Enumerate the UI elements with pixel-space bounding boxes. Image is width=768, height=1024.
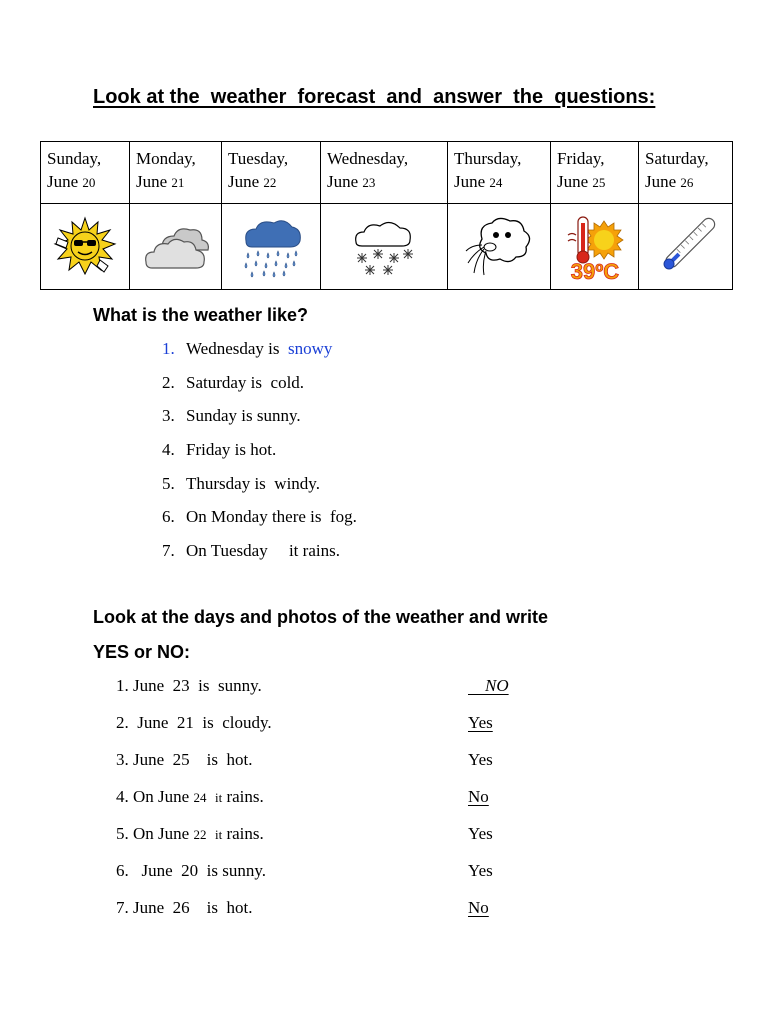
date: 24 [489,175,503,190]
windy-icon [464,215,534,279]
list-item [162,474,357,508]
date: 22 [263,175,277,190]
item-it: it [214,827,223,842]
item-number: 3. [162,406,175,426]
item-text: Wednesday is [186,339,289,358]
list-item: 5. On June 22 it rains. Yes [116,824,493,843]
section2-heading-line2: YES or NO: [93,642,191,662]
month: June [47,172,83,191]
icon-cell-saturday [639,204,733,290]
day-name: Thursday, [454,149,522,168]
yes-no-list [116,676,596,935]
list-item [162,440,357,474]
item-date: 24 [193,790,207,805]
day-cell-thursday [448,142,551,204]
item-answer: No [468,787,489,806]
item-date: 22 [193,827,207,842]
item-answer: Yes [468,713,493,732]
hot-thermometer-icon [558,213,632,281]
item-text: On Monday there is fog. [186,507,357,527]
icon-cell-wednesday [321,204,448,290]
item-text: 2. June 21 is cloudy. [116,713,272,732]
day-cell-monday [130,142,222,204]
item-text: 5. On June [116,824,194,843]
month: June [228,172,264,191]
item-text: 1. June 23 is sunny. [116,676,262,695]
month: June [136,172,172,191]
section2-heading-line1: Look at the days and photos of the weather and write [93,607,549,627]
item-answer: NO [468,676,509,695]
list-item [162,541,357,575]
item-number: 7. [162,541,175,561]
date: 23 [362,175,376,190]
day-name: Friday, [557,149,605,168]
list-item [116,750,596,787]
temperature-label: 39ºC [570,258,619,281]
day-cell-friday [551,142,639,204]
month: June [327,172,363,191]
item-text: 6. June 20 is sunny. [116,861,267,880]
list-item [116,898,596,935]
forecast-icons-row [41,204,733,290]
icon-cell-friday [551,204,639,290]
item-answer: Yes [468,824,493,843]
item-number: 5. [162,473,175,493]
item-text: Sunday is sunny. [186,406,301,426]
cloudy-icon [140,222,212,272]
item-text: Thursday is windy. [186,473,320,493]
day-name: Monday, [136,149,196,168]
list-item [116,713,596,750]
day-name: Saturday, [645,149,709,168]
date: 25 [592,175,606,190]
item-text: 3. June 25 is hot. [116,750,253,769]
item-text: 7. June 26 is hot. [116,898,253,917]
rainy-icon [236,215,306,279]
date: 21 [171,175,185,190]
day-name: Sunday, [47,149,102,168]
page-title: Look at the weather forecast and answer the questions: [93,86,656,108]
day-name: Tuesday, [228,149,289,168]
list-item [162,406,357,440]
icon-cell-tuesday [222,204,321,290]
list-item [162,507,357,541]
weather-list [162,339,357,575]
icon-cell-monday [130,204,222,290]
cold-thermometer-icon [650,213,722,281]
item-number: 4. [162,440,175,460]
item-answer: Yes [468,750,493,769]
list-item: 4. On June 24 it rains. No [116,787,489,806]
list-item [162,373,357,407]
forecast-table [40,141,733,290]
snowy-icon [348,216,420,278]
list-item [116,861,596,898]
item-number: 1. [162,339,175,358]
month: June [645,172,681,191]
item-text: On Tuesday it rains. [186,541,340,561]
item-it: it [214,790,223,805]
day-cell-wednesday [321,142,448,204]
item-answer: No [468,898,489,917]
month: June [557,172,593,191]
item-answer: Yes [468,861,493,880]
day-cell-tuesday [222,142,321,204]
date: 26 [680,175,694,190]
item-text: 4. On June [116,787,194,806]
day-cell-saturday [639,142,733,204]
item-text: Saturday is cold. [186,372,305,392]
day-cell-sunday [41,142,130,204]
item-text: Friday is hot. [186,440,277,460]
month: June [454,172,490,191]
sunny-icon [50,216,120,278]
date: 20 [82,175,96,190]
day-name: Wednesday, [327,149,409,168]
icon-cell-sunday [41,204,130,290]
list-item [162,339,357,373]
item-answer: snowy [288,339,333,358]
item-number: 2. [162,372,175,392]
section1-heading: What is the weather like? [93,305,309,325]
list-item [116,676,596,713]
icon-cell-thursday [448,204,551,290]
item-number: 6. [162,507,175,527]
forecast-days-row [41,142,733,204]
